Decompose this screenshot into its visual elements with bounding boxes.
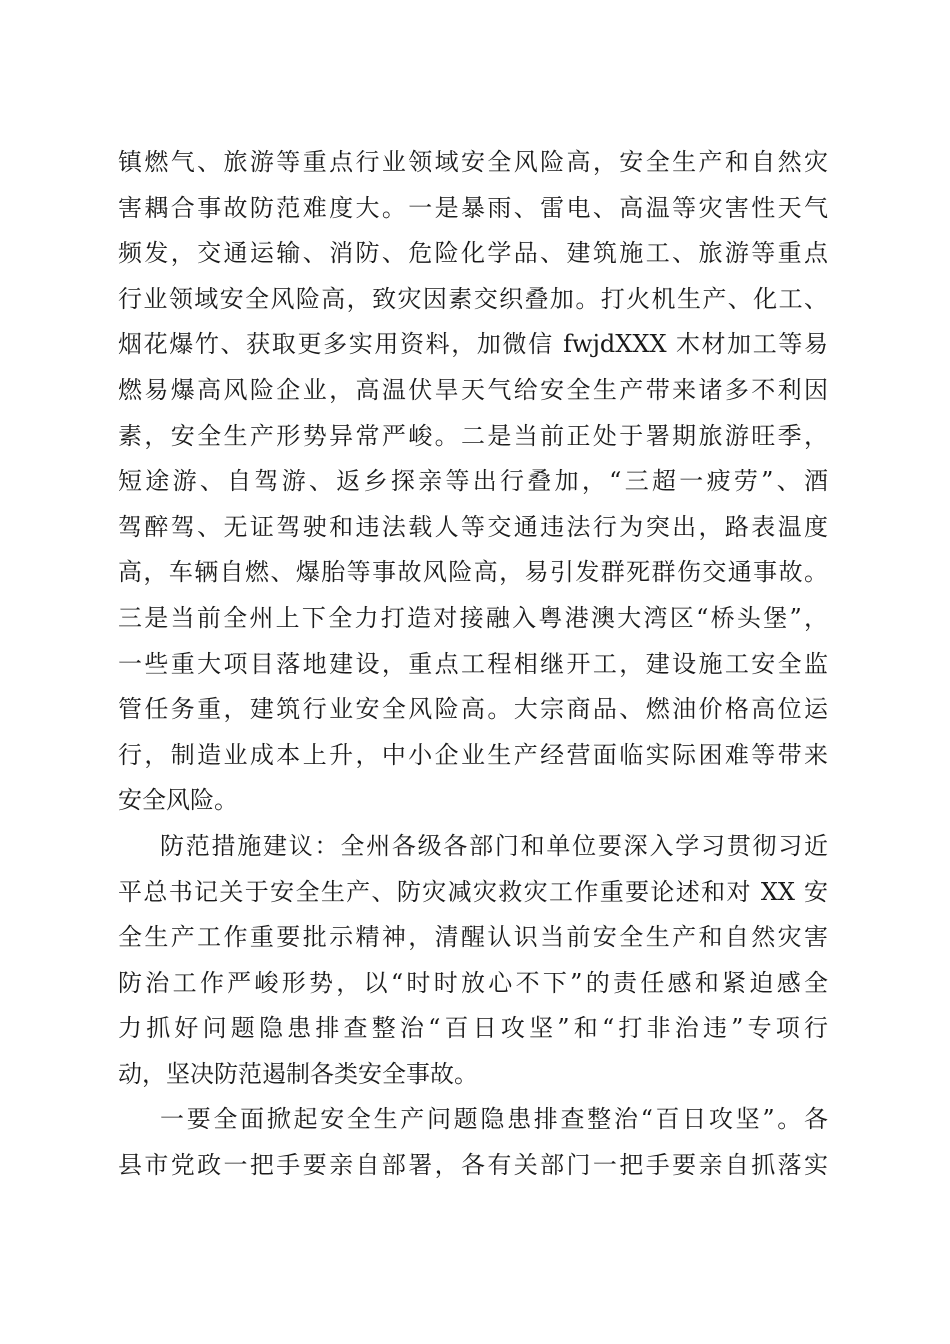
text-line: 三是当前全州上下全力打造对接融入粤港澳大湾区“桥头堡”，	[118, 603, 828, 632]
text-line: 烟花爆竹、获取更多实用资料，加微信 fwjdXXX 木材加工等易	[118, 330, 828, 359]
text-line: 一些重大项目落地建设，重点工程相继开工，建设施工安全监	[118, 649, 828, 678]
text-line: 平总书记关于安全生产、防灾减灾救灾工作重要论述和对 XX 安	[118, 877, 828, 906]
text-line: 素，安全生产形势异常严峻。二是当前正处于署期旅游旺季，	[118, 421, 828, 450]
text-line: 行业领域安全风险高，致灾因素交织叠加。打火机生产、化工、	[118, 284, 828, 313]
text-line: 频发，交通运输、消防、危险化学品、建筑施工、旅游等重点	[118, 239, 828, 268]
document-body	[118, 140, 828, 1189]
text-line: 安全风险。	[118, 786, 238, 815]
text-line: 防治工作严峻形势，以“时时放心不下”的责任感和紧迫感全	[118, 968, 828, 997]
text-line: 行，制造业成本上升，中小企业生产经营面临实际困难等带来	[118, 740, 828, 769]
text-line: 害耦合事故防范难度大。一是暴雨、雷电、高温等灾害性天气	[118, 193, 828, 222]
text-line: 动，坚决防范遏制各类安全事故。	[118, 1059, 478, 1088]
text-line: 县市党政一把手要亲自部署，各有关部门一把手要亲自抓落实	[118, 1151, 828, 1180]
text-line: 燃易爆高风险企业，高温伏旱天气给安全生产带来诸多不利因	[118, 375, 828, 404]
text-line: 一要全面掀起安全生产问题隐患排查整治“百日攻坚”。各	[160, 1105, 828, 1134]
text-line: 镇燃气、旅游等重点行业领域安全风险高，安全生产和自然灾	[118, 148, 828, 176]
paragraph-prevention-suggestions	[118, 824, 828, 1098]
paragraph-first-requirement	[118, 1097, 828, 1188]
text-line: 管任务重，建筑行业安全风险高。大宗商品、燃油价格高位运	[118, 695, 828, 724]
paragraph-risk-analysis	[118, 140, 828, 824]
text-line: 防范措施建议：全州各级各部门和单位要深入学习贯彻习近	[160, 831, 828, 860]
text-line: 驾醉驾、无证驾驶和违法载人等交通违法行为突出，路表温度	[118, 512, 828, 541]
text-line: 全生产工作重要批示精神，清醒认识当前安全生产和自然灾害	[118, 923, 828, 952]
text-line: 力抓好问题隐患排查整治“百日攻坚”和“打非治违”专项行	[118, 1014, 828, 1043]
text-line: 高，车辆自燃、爆胎等事故风险高，易引发群死群伤交通事故。	[118, 558, 828, 587]
text-line: 短途游、自驾游、返乡探亲等出行叠加，“三超一疲劳”、酒	[118, 467, 828, 496]
